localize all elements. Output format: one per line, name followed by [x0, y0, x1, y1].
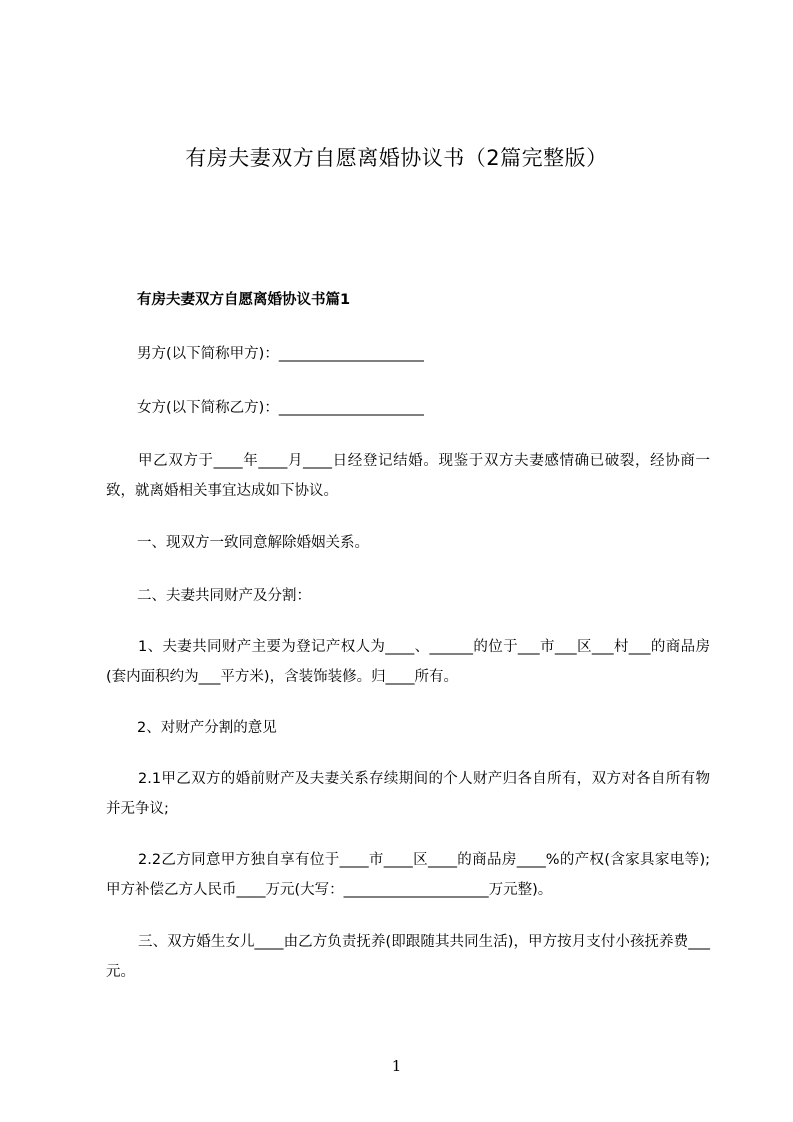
clause-two: 二、夫妻共同财产及分割： [137, 588, 311, 604]
item-1-paragraph: 1、夫妻共同财产主要为登记产权人为____、______的位于___市___区___村___的商品房(套内面积约为___平方米)，含装饰装修。归____所有。 [106, 639, 710, 685]
page-number: 1 [391, 1057, 402, 1075]
clause-three-paragraph: 三、双方婚生女儿____由乙方负责抚养(即跟随其共同生活)，甲方按月支付小孩抚养费___元。 [106, 934, 710, 980]
item-2-2-paragraph: 2.2乙方同意甲方独自享有位于____市____区____的商品房____%的产权(含家具家电等);甲方补偿乙方人民币____万元(大写：____________________万元整)。 [106, 852, 710, 898]
female-party-field: 女方(以下简称乙方)：____________________ [137, 400, 424, 416]
section-heading: 有房夫妻双方自愿离婚协议书篇1 [137, 292, 351, 308]
clause-one: 一、现双方一致同意解除婚姻关系。 [137, 535, 369, 551]
item-2: 2、对财产分割的意见 [137, 720, 277, 736]
male-party-field: 男方(以下简称甲方)：____________________ [137, 346, 424, 362]
document-title: 有房夫妻双方自愿离婚协议书（2篇完整版） [185, 146, 608, 170]
item-2-1-paragraph: 2.1甲乙双方的婚前财产及夫妻关系存续期间的个人财产归各自所有，双方对各自所有物并无争议; [106, 771, 710, 817]
intro-paragraph: 甲乙双方于____年____月____日经登记结婚。现鉴于双方夫妻感情确已破裂，经协商一致，就离婚相关事宜达成如下协议。 [106, 453, 710, 499]
